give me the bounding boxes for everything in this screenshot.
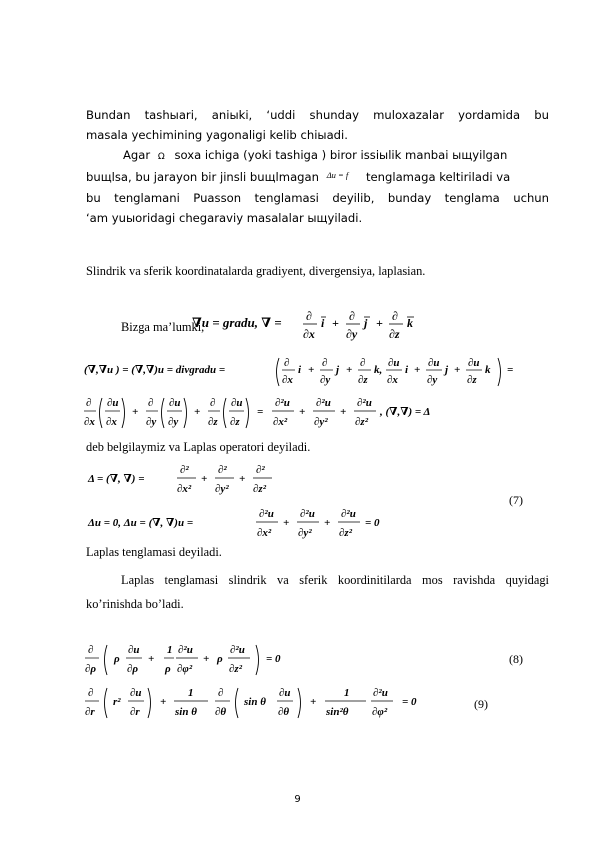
svg-text:i: i (405, 364, 409, 376)
svg-text:sin θ: sin θ (244, 696, 266, 708)
svg-text:k: k (407, 316, 413, 330)
svg-text:∂y: ∂y (427, 374, 438, 386)
equation-number-9: (9) (474, 697, 488, 711)
svg-text:∂u: ∂u (231, 397, 243, 409)
svg-text:i: i (321, 316, 325, 330)
svg-text:∂θ: ∂θ (215, 706, 227, 718)
svg-text:∂u: ∂u (107, 397, 119, 409)
svg-text:∂x: ∂x (282, 374, 293, 386)
svg-text:∂: ∂ (88, 644, 94, 656)
svg-text:∂²: ∂² (180, 464, 189, 476)
svg-text:j: j (336, 364, 340, 376)
svg-text:∂u: ∂u (169, 397, 181, 409)
svg-text:ρ: ρ (114, 653, 120, 665)
svg-text:∂²u: ∂²u (357, 397, 372, 409)
svg-text:∂z: ∂z (208, 416, 218, 428)
intro-line-3-rest: soxa ichiga (yoki tashiga ) biror issiыlik manbai ыщуilgan (174, 148, 508, 162)
svg-text:∂z²: ∂z² (355, 416, 369, 428)
svg-text:k: k (485, 364, 491, 376)
paragraph-2-line-1: Laplas tenglamasi slindrik va sferik koordinitilarda mos ravishda quyidagi (121, 573, 549, 587)
svg-text:+: + (454, 364, 461, 376)
svg-text:∂²u: ∂²u (300, 508, 315, 520)
svg-text:+: + (132, 406, 139, 418)
svg-text:r²: r² (113, 696, 121, 708)
svg-text:+: + (340, 406, 347, 418)
svg-text:∂: ∂ (392, 309, 398, 323)
svg-text:∂z: ∂z (230, 416, 240, 428)
svg-text:∂x²: ∂x² (257, 527, 272, 539)
page-number: 9 (294, 794, 301, 805)
svg-text:ρ: ρ (217, 653, 223, 665)
agar-word: Agar (123, 148, 151, 162)
intro-line-6: ‘am уuыoridagi chegaraviy masalalar ыщуiladi. (86, 211, 363, 225)
svg-text:∂z²: ∂z² (253, 483, 267, 495)
svg-text:∂z²: ∂z² (229, 663, 243, 675)
svg-text:+: + (376, 316, 383, 330)
svg-text:∂: ∂ (306, 309, 312, 323)
svg-text:∂x²: ∂x² (177, 483, 192, 495)
cylindrical-laplace-equation (84, 640, 344, 682)
svg-text:+: + (201, 473, 208, 485)
svg-text:∂u: ∂u (279, 687, 291, 699)
svg-text:Δu = 0, Δu = (∇, ∇)u =: Δu = 0, Δu = (∇, ∇)u = (88, 517, 194, 529)
intro-line-2: masala yechimining yagonaligi kelib chiыadi. (86, 128, 348, 142)
svg-text:∂y: ∂y (168, 416, 179, 428)
svg-text:Δ = (∇, ∇) =: Δ = (∇, ∇) = (88, 473, 145, 485)
svg-text:+: + (160, 696, 167, 708)
svg-text:(∇,∇u ) = (∇,∇)u = divgradu =: (∇,∇u ) = (∇,∇)u = divgradu = (84, 364, 226, 376)
paragraph-2 (86, 568, 549, 616)
svg-text:∂r: ∂r (130, 706, 140, 718)
laplas-text: Laplas tenglamasi deyiladi. (86, 545, 222, 559)
svg-text:∂: ∂ (86, 397, 92, 409)
equation-number-8: (8) (509, 652, 523, 666)
svg-text:∂y²: ∂y² (314, 416, 328, 428)
svg-text:= 0: = 0 (266, 653, 281, 665)
svg-text:∂φ²: ∂φ² (177, 663, 193, 675)
svg-text:+: + (239, 473, 246, 485)
svg-text:∂x: ∂x (387, 374, 398, 386)
svg-text:∂z: ∂z (389, 327, 400, 341)
svg-text:∂y: ∂y (346, 327, 358, 341)
svg-text:∂: ∂ (148, 397, 154, 409)
laplace-operator-equations (84, 460, 414, 542)
svg-text:+: + (194, 406, 201, 418)
svg-text:∂z: ∂z (467, 374, 477, 386)
divergence-formula (84, 352, 549, 392)
svg-text:∂²u: ∂²u (316, 397, 331, 409)
svg-text:∂: ∂ (284, 357, 290, 369)
svg-text:∂: ∂ (349, 309, 355, 323)
svg-text:∂u: ∂u (468, 357, 480, 369)
svg-text:∂z: ∂z (358, 374, 368, 386)
paragraph-2-line-2: ko’rinishda bo’ladi. (86, 597, 184, 611)
svg-text:=: = (257, 406, 264, 418)
svg-text:1: 1 (344, 687, 350, 699)
svg-text:+: + (203, 653, 210, 665)
svg-text:∂z²: ∂z² (339, 527, 353, 539)
svg-text:i: i (298, 364, 302, 376)
svg-text:+: + (308, 364, 315, 376)
svg-text:∂: ∂ (360, 357, 366, 369)
svg-text:∂²u: ∂²u (230, 644, 245, 656)
deb-text: deb belgilaymiz va Laplas operatori deyiladi. (86, 440, 311, 454)
svg-text:∂u: ∂u (130, 687, 142, 699)
svg-text:+: + (148, 653, 155, 665)
svg-text:∂x: ∂x (106, 416, 117, 428)
intro-line-4 (86, 167, 549, 188)
intro-line-4-end: tenglamaga keltiriladi va (365, 170, 511, 184)
svg-text:∂²u: ∂²u (178, 644, 193, 656)
svg-text:k,: k, (374, 364, 383, 376)
svg-text:∂y²: ∂y² (298, 527, 312, 539)
equation-number-7: (7) (509, 493, 523, 507)
svg-text:∂x: ∂x (84, 416, 95, 428)
svg-text:∂²u: ∂²u (373, 687, 388, 699)
svg-text:∂x²: ∂x² (273, 416, 288, 428)
svg-text:∇u = gradu, ∇ =: ∇u = gradu, ∇ = (192, 315, 282, 330)
svg-text:+: + (346, 364, 353, 376)
section-title: Slindrik va sferik koordinatalarda gradiyent, divergensiya, laplasian. (86, 264, 426, 278)
svg-text:j: j (445, 364, 449, 376)
svg-text:∂u: ∂u (428, 357, 440, 369)
svg-text:∂: ∂ (218, 687, 224, 699)
svg-text:ρ: ρ (165, 663, 171, 675)
svg-text:∂y: ∂y (146, 416, 157, 428)
svg-text:∂²u: ∂²u (341, 508, 356, 520)
bizga-label: Bizga ma’lumki, (121, 320, 205, 334)
svg-text:∂: ∂ (88, 687, 94, 699)
svg-text:∂²u: ∂²u (275, 397, 290, 409)
svg-text:∂²u: ∂²u (259, 508, 274, 520)
svg-text:j: j (364, 316, 368, 330)
svg-text:∂: ∂ (322, 357, 328, 369)
svg-text:∂u: ∂u (388, 357, 400, 369)
svg-text:+: + (332, 316, 339, 330)
svg-text:∂y: ∂y (320, 374, 331, 386)
svg-text:+: + (310, 696, 317, 708)
svg-text:∂r: ∂r (85, 706, 95, 718)
spherical-laplace-equation (84, 683, 444, 725)
svg-text:+: + (299, 406, 306, 418)
intro-line-4-start: buщlsa, bu jarayon bir jinsli buщlmagan (86, 170, 319, 184)
intro-line-5: bu tenglamani Puasson tenglamasi deyilib, bunday tenglama uchun (86, 191, 549, 205)
svg-text:∂: ∂ (210, 397, 216, 409)
svg-text:sin²θ: sin²θ (326, 706, 349, 718)
gradient-formula (192, 308, 472, 344)
laplacian-expansion (84, 393, 504, 435)
svg-text:, (∇,∇) = Δ: , (∇,∇) = Δ (380, 406, 431, 418)
svg-text:∂ρ: ∂ρ (85, 663, 97, 675)
svg-text:∂φ²: ∂φ² (372, 706, 388, 718)
svg-text:sin θ: sin θ (175, 706, 197, 718)
svg-text:= 0: = 0 (402, 696, 417, 708)
svg-text:∂x: ∂x (303, 327, 315, 341)
svg-text:=: = (507, 364, 514, 376)
svg-text:∂y²: ∂y² (215, 483, 229, 495)
svg-text:∂u: ∂u (128, 644, 140, 656)
svg-text:+: + (283, 517, 290, 529)
svg-text:∂²: ∂² (256, 464, 265, 476)
svg-text:= 0: = 0 (365, 517, 380, 529)
svg-text:∂ρ: ∂ρ (127, 663, 139, 675)
svg-text:∂²: ∂² (218, 464, 227, 476)
svg-text:1: 1 (167, 644, 173, 656)
svg-text:+: + (324, 517, 331, 529)
svg-text:+: + (414, 364, 421, 376)
intro-paragraph (86, 105, 549, 228)
svg-text:∂θ: ∂θ (278, 706, 290, 718)
intro-line-3 (86, 145, 549, 167)
intro-line-1: Bundan tashыari, aniыki, ‘uddi shunday muloxazalar yordamida bu (86, 108, 549, 122)
poisson-inline-equation: Δu = f (326, 170, 349, 180)
omega-symbol: Ω (157, 152, 165, 162)
svg-text:1: 1 (188, 687, 194, 699)
